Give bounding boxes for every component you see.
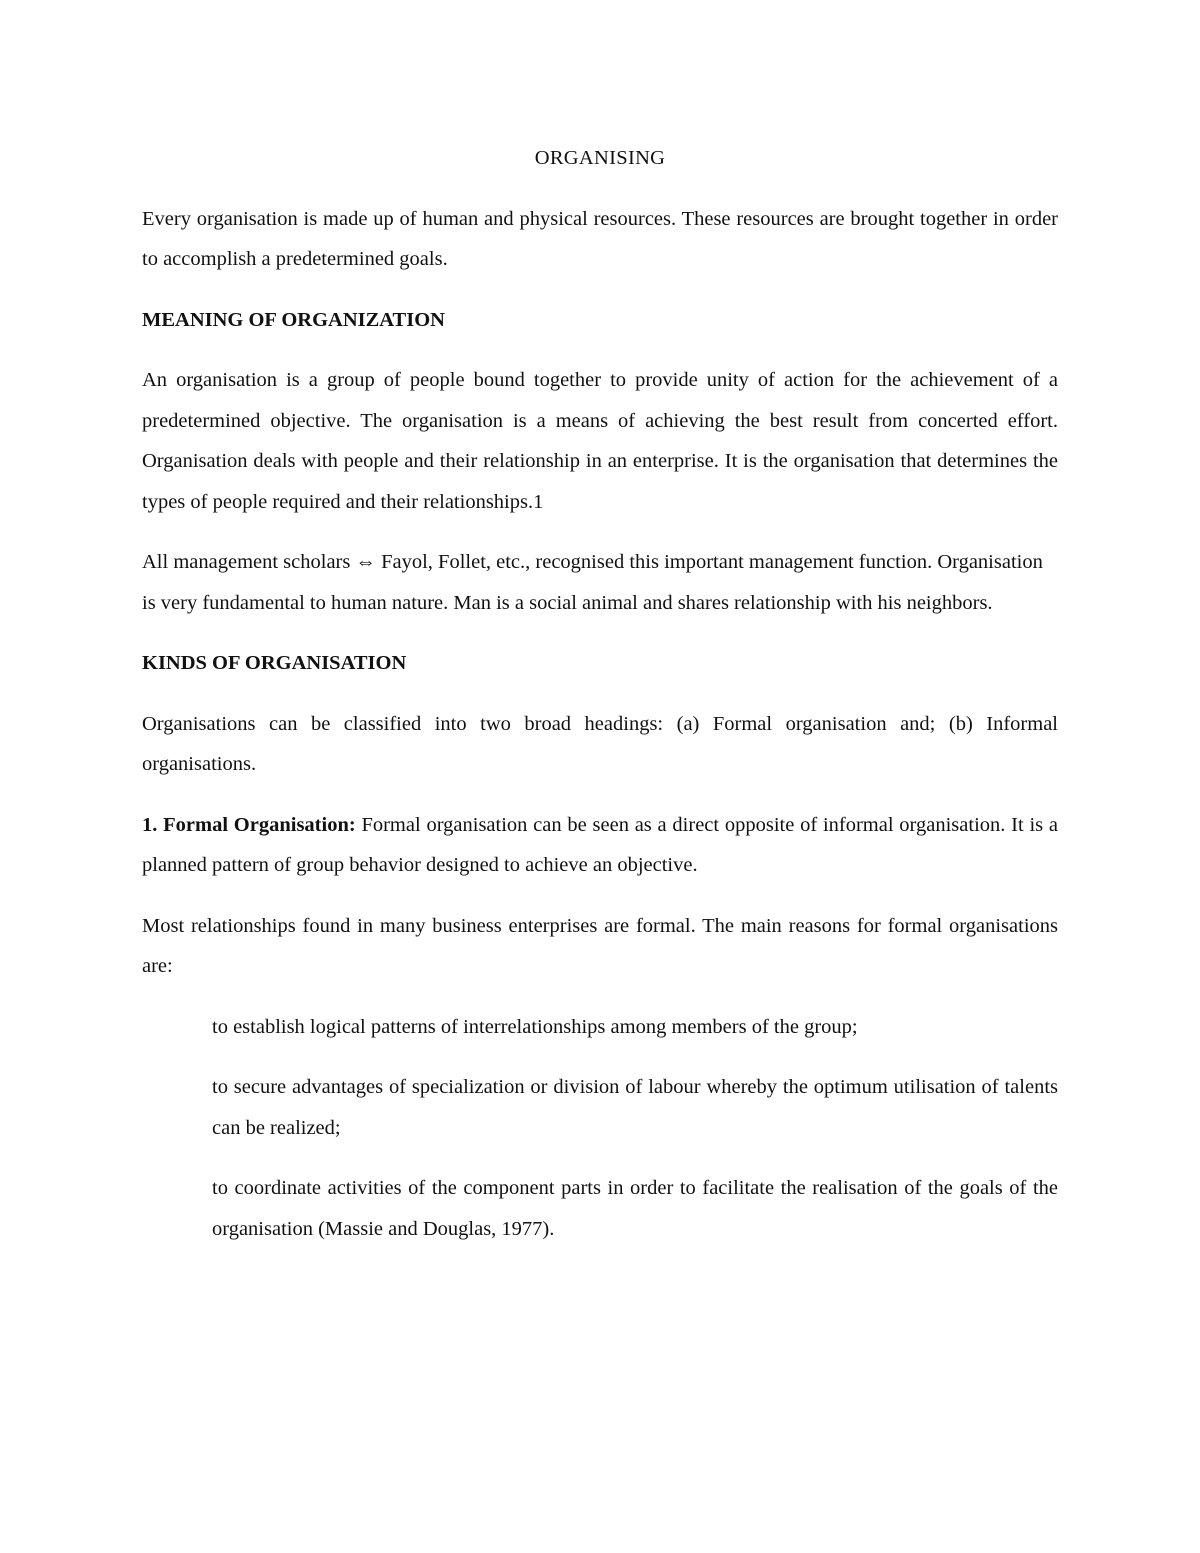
reason-item: to establish logical patterns of interrelationships among members of the group; <box>212 1015 858 1038</box>
reason-item: to secure advantages of specialization or division of labour whereby the optimum utilisation of talents can be realized; <box>212 1076 1058 1139</box>
intro-paragraph: Every organisation is made up of human and physical resources. These resources are brought together in order to accomplish a predetermined goals. <box>142 207 1058 270</box>
reason-item: to coordinate activities of the component parts in order to facilitate the realisation of the goals of the organisation (Massie and Douglas, 1977). <box>212 1177 1058 1240</box>
kinds-heading: KINDS OF ORGANISATION <box>142 652 407 674</box>
formal-organisation-text: Formal organisation can be seen as a direct opposite of informal organisation. It is a planned pattern of group behavior designed to achieve an objective. <box>142 813 1058 876</box>
reasons-list <box>142 1007 1058 1250</box>
document-page <box>142 138 1058 1269</box>
document-title: ORGANISING <box>534 147 666 169</box>
meaning-paragraph-2: All management scholars ⇔ Fayol, Follet, etc., recognised this important management function. Organisation is very fundamental to human nature. Man is a social animal and shares relationship with his neighbors. <box>142 551 1043 614</box>
reasons-intro-paragraph: Most relationships found in many business enterprises are formal. The main reasons for formal organisations are: <box>142 914 1058 977</box>
meaning-paragraph-1: An organisation is a group of people bound together to provide unity of action for the achievement of a predetermined objective. The organisation is a means of achieving the best result from concerted effort. Organisation deals with people and their relationship in an enterprise. It is the organisation that determines the types of people required and their relationships.1 <box>142 369 1058 513</box>
meaning-heading: MEANING OF ORGANIZATION <box>142 308 445 331</box>
kinds-paragraph-1: Organisations can be classified into two broad headings: (a) Formal organisation and; (b) Informal organisations. <box>142 712 1058 775</box>
formal-organisation-paragraph <box>142 805 1058 886</box>
formal-organisation-lead: 1. Formal Organisation: <box>142 813 356 836</box>
